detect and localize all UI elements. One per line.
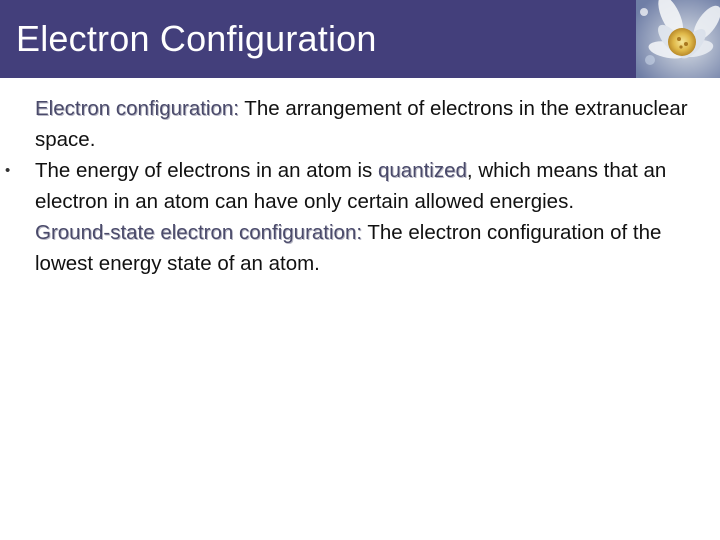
definition-text: The electron configuration of the lowest energy state of an atom. (35, 221, 662, 275)
definition-text: The arrangement of electrons in the extranuclear space. (35, 97, 688, 151)
term-quantized: quantized (378, 159, 467, 182)
quantized-energy-statement (5, 155, 695, 217)
statement-text-after: , which means that an electron in an atom can have only certain allowed energies. (35, 159, 667, 213)
term-ground-state-configuration: Ground-state electron configuration: (35, 221, 363, 244)
title-bar (0, 0, 720, 78)
bullet-marker: • (5, 162, 11, 179)
flower-image (636, 0, 720, 78)
flower-illustration (636, 0, 720, 78)
term-electron-configuration: Electron configuration: (35, 97, 239, 120)
slide-body (5, 93, 695, 279)
definition-ground-state (35, 217, 695, 279)
definition-electron-configuration (35, 93, 695, 155)
statement-text-before: The energy of electrons in an atom is (35, 159, 378, 182)
slide-title: Electron Configuration (16, 18, 377, 59)
